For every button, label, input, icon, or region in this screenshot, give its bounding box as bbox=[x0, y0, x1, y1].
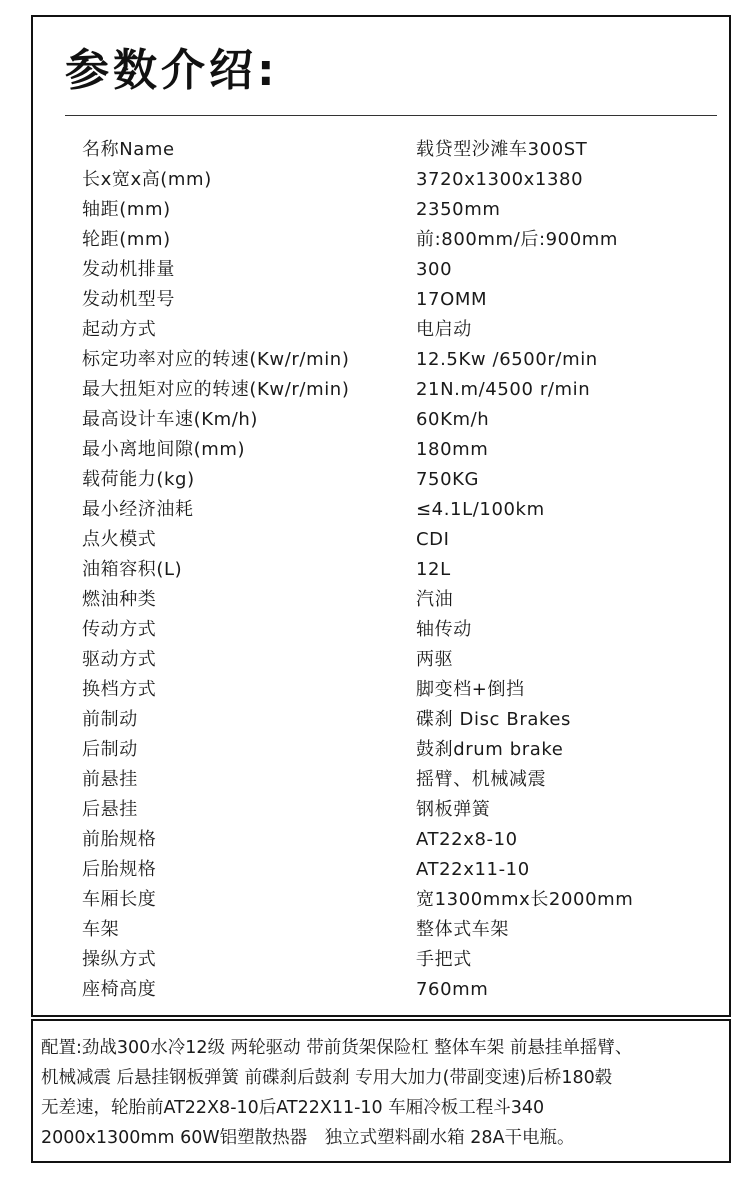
spec-value: CDI bbox=[416, 529, 450, 550]
spec-label: 起动方式 bbox=[82, 319, 157, 340]
config-line: 2000x1300mm 60W铝塑散热器 独立式塑料副水箱 28A干电瓶。 bbox=[41, 1128, 575, 1148]
spec-value: 电启动 bbox=[416, 319, 472, 340]
spec-label: 轴距(mm) bbox=[82, 199, 171, 220]
spec-label: 传动方式 bbox=[82, 619, 157, 640]
config-line: 配置:劲战300水冷12级 两轮驱动 带前货架保险杠 整体车架 前悬挂单摇臂、 bbox=[41, 1038, 633, 1058]
spec-value: AT22x8-10 bbox=[416, 829, 518, 850]
spec-row bbox=[82, 975, 702, 1005]
spec-value: 钢板弹簧 bbox=[416, 799, 491, 820]
spec-label: 轮距(mm) bbox=[82, 229, 171, 250]
spec-value: 760mm bbox=[416, 979, 489, 1000]
spec-value: 12.5Kw /6500r/min bbox=[416, 349, 598, 370]
spec-row bbox=[82, 765, 702, 795]
spec-row bbox=[82, 315, 702, 345]
spec-label: 标定功率对应的转速(Kw/r/min) bbox=[82, 349, 350, 370]
spec-value: 12L bbox=[416, 559, 451, 580]
spec-label: 最大扭矩对应的转速(Kw/r/min) bbox=[82, 379, 350, 400]
spec-row bbox=[82, 525, 702, 555]
spec-label: 前制动 bbox=[82, 709, 138, 730]
spec-row bbox=[82, 285, 702, 315]
spec-row bbox=[82, 135, 702, 165]
spec-value: 17OMM bbox=[416, 289, 488, 310]
spec-row bbox=[82, 375, 702, 405]
spec-value: 60Km/h bbox=[416, 409, 490, 430]
spec-label: 点火模式 bbox=[82, 529, 157, 550]
spec-value: 碟刹 Disc Brakes bbox=[416, 709, 571, 730]
spec-label: 最高设计车速(Km/h) bbox=[82, 409, 259, 430]
spec-row bbox=[82, 645, 702, 675]
spec-row bbox=[82, 255, 702, 285]
spec-label: 燃油种类 bbox=[82, 589, 157, 610]
spec-label: 换档方式 bbox=[82, 679, 157, 700]
config-line: 机械减震 后悬挂钢板弹簧 前碟刹后鼓刹 专用大加力(带副变速)后桥180毂 bbox=[41, 1068, 613, 1088]
spec-panel bbox=[31, 15, 731, 1017]
spec-label: 油箱容积(L) bbox=[82, 559, 183, 580]
spec-row bbox=[82, 465, 702, 495]
spec-row bbox=[82, 735, 702, 765]
spec-label: 最小经济油耗 bbox=[82, 499, 194, 520]
spec-value: 宽1300mmx长2000mm bbox=[416, 889, 634, 910]
spec-value: AT22x11-10 bbox=[416, 859, 530, 880]
spec-label: 后胎规格 bbox=[82, 859, 157, 880]
spec-row bbox=[82, 225, 702, 255]
spec-value: 整体式车架 bbox=[416, 919, 509, 940]
spec-row bbox=[82, 945, 702, 975]
spec-value: 2350mm bbox=[416, 199, 501, 220]
spec-label: 最小离地间隙(mm) bbox=[82, 439, 246, 460]
config-panel bbox=[31, 1019, 731, 1163]
spec-row bbox=[82, 915, 702, 945]
spec-label: 后制动 bbox=[82, 739, 138, 760]
spec-value: 前:800mm/后:900mm bbox=[416, 229, 619, 250]
spec-label: 长x宽x高(mm) bbox=[82, 169, 212, 190]
spec-row bbox=[82, 795, 702, 825]
title-divider bbox=[65, 115, 717, 116]
spec-value: 180mm bbox=[416, 439, 489, 460]
spec-row bbox=[82, 855, 702, 885]
spec-label: 前胎规格 bbox=[82, 829, 157, 850]
spec-label: 载荷能力(kg) bbox=[82, 469, 195, 490]
spec-label: 车厢长度 bbox=[82, 889, 157, 910]
spec-label: 后悬挂 bbox=[82, 799, 138, 820]
spec-value: 轴传动 bbox=[416, 619, 472, 640]
spec-label: 座椅高度 bbox=[82, 979, 157, 1000]
spec-row bbox=[82, 885, 702, 915]
page-title: 参数介绍: bbox=[65, 45, 279, 96]
spec-value: 手把式 bbox=[416, 949, 472, 970]
spec-value: 两驱 bbox=[416, 649, 454, 670]
spec-table bbox=[82, 135, 702, 1005]
spec-label: 操纵方式 bbox=[82, 949, 157, 970]
spec-row bbox=[82, 825, 702, 855]
spec-row bbox=[82, 435, 702, 465]
spec-value: 摇臂、机械减震 bbox=[416, 769, 547, 790]
spec-row bbox=[82, 585, 702, 615]
spec-label: 前悬挂 bbox=[82, 769, 138, 790]
spec-value: 21N.m/4500 r/min bbox=[416, 379, 591, 400]
spec-label: 发动机型号 bbox=[82, 289, 175, 310]
spec-value: 鼓刹drum brake bbox=[416, 739, 564, 760]
spec-value: 汽油 bbox=[416, 589, 454, 610]
spec-value: 300 bbox=[416, 259, 453, 280]
spec-value: 脚变档+倒挡 bbox=[416, 679, 525, 700]
config-line: 无差速，轮胎前AT22X8-10后AT22X11-10 车厢冷板工程斗340 bbox=[41, 1098, 545, 1118]
spec-label: 驱动方式 bbox=[82, 649, 157, 670]
spec-value: 3720x1300x1380 bbox=[416, 169, 584, 190]
spec-label: 车架 bbox=[82, 919, 120, 940]
spec-label: 发动机排量 bbox=[82, 259, 175, 280]
spec-row bbox=[82, 345, 702, 375]
spec-row bbox=[82, 615, 702, 645]
spec-row bbox=[82, 495, 702, 525]
spec-value: 载贷型沙滩车300ST bbox=[416, 139, 588, 160]
spec-row bbox=[82, 405, 702, 435]
spec-value: ≤4.1L/100km bbox=[416, 499, 545, 520]
spec-row bbox=[82, 195, 702, 225]
spec-value: 750KG bbox=[416, 469, 480, 490]
spec-row bbox=[82, 555, 702, 585]
spec-row bbox=[82, 165, 702, 195]
spec-row bbox=[82, 675, 702, 705]
spec-label: 名称Name bbox=[82, 139, 175, 160]
spec-row bbox=[82, 705, 702, 735]
